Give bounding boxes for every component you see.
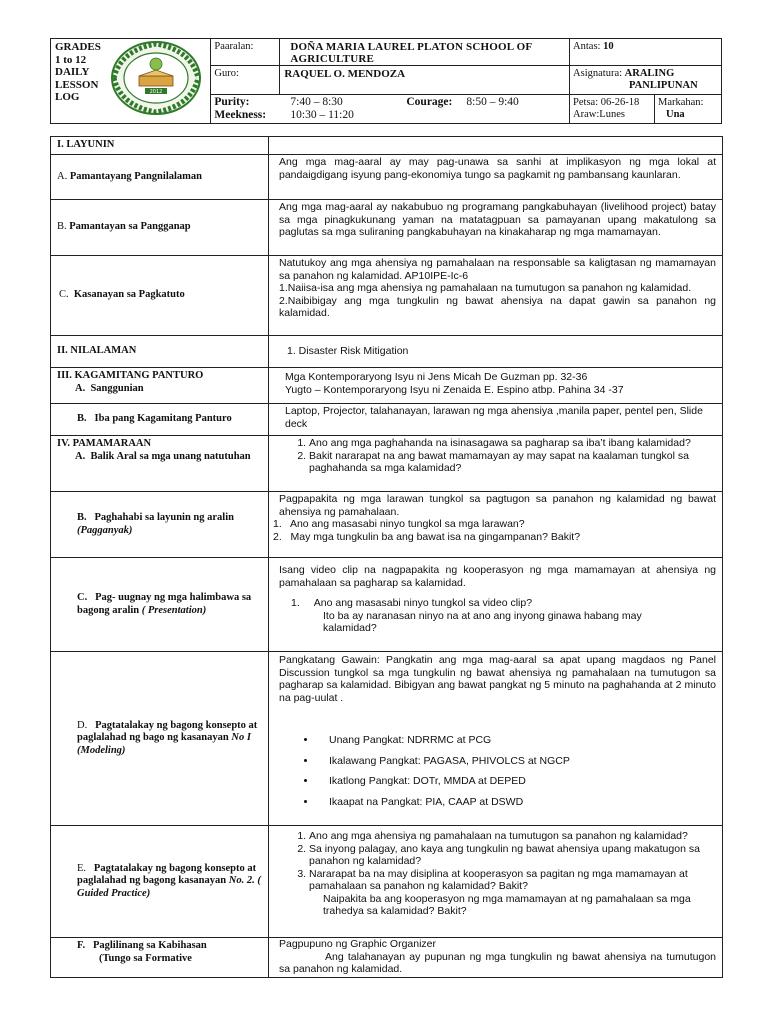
modeling-group: • Ikatlong Pangkat: DOTr, MMDA at DEPED bbox=[317, 775, 716, 788]
empty-cell bbox=[269, 137, 723, 155]
log-title-line: LESSON bbox=[55, 78, 99, 91]
pamantayang-pangnilalaman-text: Ang mga mag-aaral ay may pag-unawa sa sanhi at implikasyon ng mga lokal at pandaigdigang isyung pang-ekonomiya tungo sa pagkamit ng pambansang kaunlaran. bbox=[269, 155, 723, 200]
purity-time: 7:40 – 8:30 bbox=[290, 96, 343, 108]
kasanayan-cell bbox=[269, 256, 723, 336]
kagamitan-heading: III. KAGAMITANG PANTURO A. Sanggunian bbox=[51, 368, 269, 404]
balik-aral-cell bbox=[269, 436, 723, 492]
modeling-group: • Ikaapat na Pangkat: PIA, CAAP at DSWD bbox=[317, 796, 716, 809]
header-table bbox=[50, 38, 722, 124]
log-title-line: DAILY bbox=[55, 66, 90, 78]
sanggunian-cell bbox=[269, 368, 723, 404]
markahan-label: Markahan: bbox=[657, 97, 704, 108]
logo-year: 2012 bbox=[149, 89, 163, 95]
iba-pang-kagamitan-label: B. Iba pang Kagamitang Panturo bbox=[51, 404, 269, 436]
layunin-heading: I. LAYUNIN bbox=[51, 137, 269, 155]
lesson-table bbox=[50, 136, 723, 978]
pag-uugnay-sub: Ito ba ay naranasan ninyo na at ano ang inyong ginawa habang may kalamidad? bbox=[323, 609, 642, 634]
formative-text: Ang talahanayan ay pupunan ng mga tungkulin ng bawat ahensiya na tumutugon sa panahon ng kalamidad. bbox=[279, 950, 716, 975]
balik-aral-label: A. Balik Aral sa mga unang natutuhan bbox=[75, 450, 251, 462]
pamamaraan-heading: IV. PAMAMARAAN A. Balik Aral sa mga unang natutuhan bbox=[51, 436, 269, 492]
kasanayan-item: 2.Naibibigay ang mga tungkulin ng bawat ahensiya na dapat gawin sa panahon ng kalamidad. bbox=[279, 294, 716, 319]
log-title-cell bbox=[51, 39, 211, 124]
balik-aral-item: 1. Ano ang mga paghahanda na isinasagawa sa pagharap sa iba’t ibang kalamidad? bbox=[309, 437, 716, 450]
meekness-label: Meekness: bbox=[214, 109, 267, 121]
log-title-line: 1 to 12 bbox=[55, 53, 87, 66]
antas-cell bbox=[570, 39, 722, 66]
modeling-group: • Ikalawang Pangkat: PAGASA, PHIVOLCS at NGCP bbox=[317, 755, 716, 768]
courage-label: Courage: bbox=[406, 96, 453, 108]
pag-uugnay-cell bbox=[269, 558, 723, 652]
guided-practice-sub: Naipakita ba ang kooperasyon ng mga mamamayan at ng pamahalaan sa mga trahedya sa kalamidad? Bakit? bbox=[323, 892, 691, 917]
sanggunian-2: Yugto – Kontemporaryong Isyu ni Zenaida E. Espino atbp. Pahina 34 -37 bbox=[285, 383, 624, 396]
pag-uugnay-intro: Isang video clip na nagpapakita ng kooperasyon ng mga mamamayan at ahensiya ng pamahalaan sa pagharap sa kalamidad. bbox=[279, 564, 716, 589]
date-cell bbox=[570, 95, 655, 124]
meekness-time: 10:30 – 11:20 bbox=[290, 109, 354, 121]
markahan-value: Una bbox=[665, 109, 685, 120]
guided-practice-item: 3. Nararapat ba na may disiplina at kooperasyon sa pagitan ng mga mamamayan at pamahalaan sa panahon ng kalamidad? Bakit? bbox=[309, 868, 716, 893]
guided-practice-cell bbox=[269, 826, 723, 938]
araw: Araw:Lunes bbox=[573, 109, 625, 120]
pag-uugnay-item: 1. Ano ang masasabi ninyo tungkol sa video clip? bbox=[291, 597, 533, 609]
paaralan-label: Paaralan: bbox=[211, 39, 280, 66]
formative-title: Pagpupuno ng Graphic Organizer bbox=[279, 938, 437, 950]
nilalaman-text: 1. Disaster Risk Mitigation bbox=[269, 336, 723, 368]
kasanayan-item: 1.Naiisa-isa ang mga ahensiya ng pamahalaan na tumutugon sa panahon ng kalamidad. bbox=[279, 282, 692, 294]
paghahabi-intro: Pagpapakita ng mga larawan tungkol sa pagtugon sa panahon ng kalamidad ng bawat ahensiya ng pamahalaan. bbox=[279, 493, 716, 518]
modeling-group: • Unang Pangkat: NDRRMC at PCG bbox=[317, 734, 716, 747]
log-title-line: GRADES bbox=[55, 41, 101, 53]
guided-practice-item: 1. Ano ang mga ahensiya ng pamahalaan na tumutugon sa panahon ng kalamidad? bbox=[309, 830, 716, 843]
paaralan-value: DOÑA MARIA LAUREL PLATON SCHOOL OF AGRICULTURE bbox=[280, 39, 570, 66]
paghahabi-label: B. Paghahabi sa layunin ng aralin (Pagganyak) bbox=[51, 492, 269, 558]
formative-label: F. Paglilinang sa Kabihasan (Tungo sa Formative bbox=[51, 938, 269, 978]
sanggunian-1: Mga Kontemporaryong Isyu ni Jens Micah De Guzman pp. 32-36 bbox=[285, 371, 588, 383]
asignatura-value-1: ARALING bbox=[624, 68, 675, 79]
sanggunian-label: A. Sanggunian bbox=[75, 382, 144, 394]
balik-aral-item: 2. Bakit nararapat na ang bawat mamamayan ay may sapat na kaalaman tungkol sa paghahanda sa mga kalamidad? bbox=[309, 450, 716, 475]
antas-label: Antas: bbox=[573, 41, 601, 52]
modeling-label: D. Pagtatalakay ng bagong konsepto at paglalahad ng bago ng kasanayan No I (Modeling) bbox=[51, 652, 269, 826]
courage-time: 8:50 – 9:40 bbox=[466, 96, 519, 108]
pamantayang-pangnilalaman-label: A. Pamantayang Pangnilalaman bbox=[51, 155, 269, 200]
kasanayan-label: C. Kasanayan sa Pagkatuto bbox=[51, 256, 269, 336]
modeling-intro: Pangkatang Gawain: Pangkatin ang mga mag-aaral sa apat upang magdaos ng Panel Discussion tungkol sa mga tungkulin ng bawat ahensiya ng pamahalaan na tumutugon sa pagharap sa kalamidad. Bibigyan ang bawat pangkat ng 5 minuto na paghahanda at 2 minuto na pag-uulat . bbox=[279, 654, 716, 704]
markahan-cell bbox=[654, 95, 721, 124]
antas-value: 10 bbox=[603, 41, 614, 52]
guro-label: Guro: bbox=[211, 66, 280, 95]
formative-cell bbox=[269, 938, 723, 978]
asignatura-cell bbox=[570, 66, 722, 95]
paghahabi-cell bbox=[269, 492, 723, 558]
paghahabi-item: 1. Ano ang masasabi ninyo tungkol sa mga larawan? bbox=[273, 518, 525, 530]
school-logo-icon bbox=[109, 40, 203, 116]
guided-practice-label: E. Pagtatalakay ng bagong konsepto at paglalahad ng bagong kasanayan No. 2. ( Guided Practice) bbox=[51, 826, 269, 938]
iba-pang-kagamitan-text: Laptop, Projector, talahanayan, larawan ng mga ahensiya ,manila paper, pentel pen, Slide deck bbox=[269, 404, 723, 436]
paghahabi-item: 2. May mga tungkulin ba ang bawat isa na gingampanan? Bakit? bbox=[273, 530, 581, 543]
asignatura-label: Asignatura: bbox=[573, 68, 623, 79]
guro-value: RAQUEL O. MENDOZA bbox=[280, 66, 570, 95]
log-title-line: LOG bbox=[55, 91, 80, 103]
purity-label: Purity: bbox=[214, 96, 250, 108]
modeling-cell bbox=[269, 652, 723, 826]
kasanayan-intro: Natutukoy ang mga ahensiya ng pamahalaan na responsable sa kaligtasan ng mamamayan sa panahon ng kalamidad. AP10IPE-Ic-6 bbox=[279, 257, 716, 282]
pamantayan-pangganap-text: Ang mga mag-aaral ay nakabubuo ng programang pangkabuhayan (livelihood project) batay sa mga pinagkukunang yaman na matatagpuan sa pamayanan upang makatulong sa paglutas sa mga suliraning pangkabuhayan na kinakaharap ng mga mamamayan. bbox=[269, 200, 723, 256]
pag-uugnay-label: C. Pag- uugnay ng mga halimbawa sa bagong aralin ( Presentation) bbox=[51, 558, 269, 652]
pamantayan-pangganap-label: B. Pamantayan sa Pangganap bbox=[51, 200, 269, 256]
petsa: Petsa: 06-26-18 bbox=[573, 97, 640, 108]
guided-practice-item: 2. Sa inyong palagay, ano kaya ang tungkulin ng bawat ahensiya upang makatugon sa panahon ng kalamidad? bbox=[309, 843, 716, 868]
asignatura-value-2: PANLIPUNAN bbox=[629, 80, 698, 91]
nilalaman-heading: II. NILALAMAN bbox=[51, 336, 269, 368]
schedule-cell bbox=[211, 95, 570, 124]
